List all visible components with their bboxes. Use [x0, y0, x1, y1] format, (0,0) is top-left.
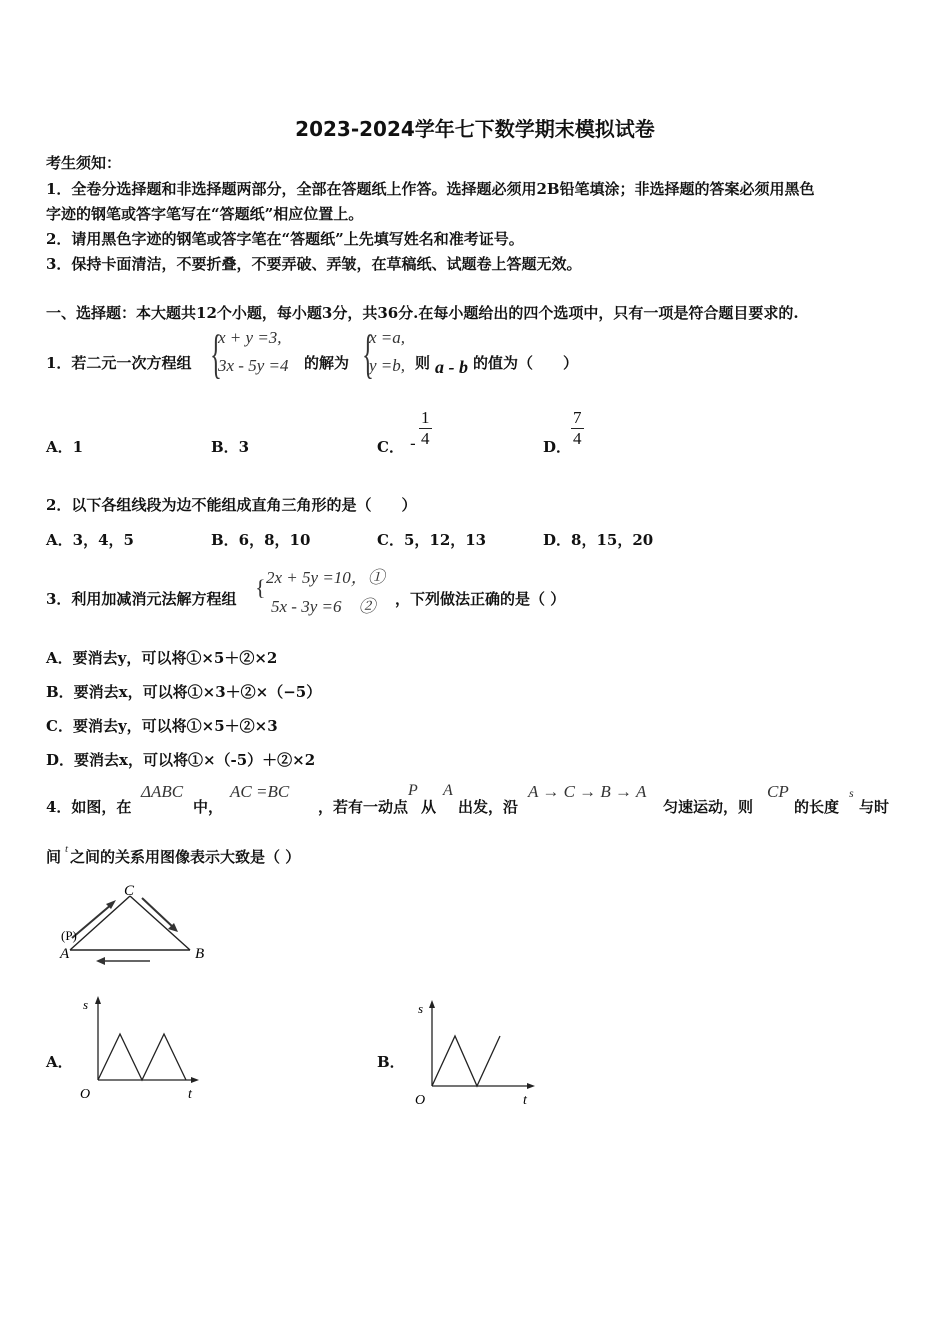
graph-b-y-arrow-icon	[429, 1000, 435, 1008]
q4-point-a: A	[443, 782, 453, 799]
triangle-side-cb	[130, 896, 190, 950]
graph-b-label-t: t	[523, 1093, 527, 1106]
q1-prefix: 1．若二元一次方程组	[46, 354, 192, 372]
q4-triangle-figure	[50, 878, 220, 968]
q2-option-a: A．3，4，5	[46, 531, 134, 549]
q3-prefix: 3．利用加减消元法解方程组	[46, 590, 237, 608]
q4-text-8: 与时	[859, 798, 890, 816]
q4-text-3: ，若有一动点	[318, 798, 409, 816]
q4-option-b-graph	[412, 994, 552, 1106]
q1-option-a: A．1	[46, 438, 84, 456]
q3-eq1: 2x + 5y =10，①	[266, 568, 385, 587]
q4-text-5: 出发，沿	[458, 798, 519, 816]
q3-option-b: B．要消去x，可以将①×3＋②×（−5）	[46, 683, 322, 701]
q4-text-9: 间	[46, 848, 62, 866]
q2-option-c: C．5，12，13	[377, 531, 487, 549]
arrow-b-to-a-icon	[96, 957, 150, 965]
q2-option-d: D．8，15，20	[543, 531, 654, 549]
q1-suffix: 的值为（ ）	[473, 354, 579, 372]
graph-b-x-arrow-icon	[527, 1083, 535, 1089]
q1-brace: {	[210, 324, 222, 384]
triangle-label-a: A	[60, 946, 70, 962]
q1-option-c-denominator: 4	[421, 429, 430, 448]
q1-option-d-denominator: 4	[573, 429, 582, 448]
triangle-label-c: C	[124, 883, 135, 899]
q4-text-4: 从	[421, 798, 437, 816]
q4-var-s: s	[849, 786, 854, 800]
q3-option-a: A．要消去y，可以将①×5＋②×2	[46, 649, 278, 667]
section-heading: 一、选择题：本大题共12个小题，每小题3分，共36分.在每小题给出的四个选项中，只有一项是符合题目要求的.	[46, 304, 799, 322]
triangle-label-b: B	[195, 946, 205, 962]
graph-b-label-o: O	[415, 1093, 426, 1106]
q1-option-c-sign: -	[410, 434, 416, 454]
q4-path: A → C → B → A	[528, 782, 647, 801]
notice-item-1-cont: 字迹的钢笔或答字笔写在“答题纸”相应位置上。	[46, 205, 364, 223]
arrow-a-to-c-icon	[72, 900, 116, 938]
graph-a-x-arrow-icon	[191, 1077, 199, 1083]
q4-option-a-graph	[76, 992, 216, 1104]
graph-a-y-arrow-icon	[95, 996, 101, 1004]
notice-item-1: 1．全卷分选择题和非选择题两部分，全部在答题纸上作答。选择题必须用2B铅笔填涂；非选择题的答案必须用黑色	[46, 180, 815, 198]
q4-segment-cp: CP	[767, 782, 789, 801]
q1-sol2: y =b,	[369, 356, 406, 375]
q3-suffix: ，下列做法正确的是（ ）	[395, 590, 566, 608]
q1-sol1: x =a,	[369, 328, 406, 347]
q4-var-t: t	[65, 843, 69, 855]
arrow-c-to-b-icon	[142, 898, 178, 932]
q1-option-b: B．3	[211, 438, 250, 456]
graph-b-label-s: s	[418, 1001, 424, 1016]
q4-point-p: P	[408, 782, 418, 799]
graph-a-curve	[98, 1034, 186, 1080]
graph-a-label-o: O	[80, 1087, 91, 1102]
page-title: 2023-2024学年七下数学期末模拟试卷	[295, 117, 655, 141]
q3-option-d: D．要消去x，可以将①×（-5）＋②×2	[46, 751, 316, 769]
q1-option-c-numerator: 1	[421, 408, 430, 427]
q1-eq1: x + y =3,	[218, 328, 282, 347]
notice-item-2: 2．请用黑色字迹的钢笔或答字笔在“答题纸”上先填写姓名和准考证号。	[46, 230, 524, 248]
q1-option-c-label: C．	[377, 438, 404, 456]
q4-option-a-label: A．	[46, 1053, 73, 1071]
q4-equal-sides: AC =BC	[230, 782, 290, 801]
notice-heading: 考生须知：	[46, 154, 122, 172]
graph-a-label-s: s	[83, 997, 89, 1012]
q1-eq2: 3x - 5y =4	[218, 356, 289, 375]
q1-sol-brace: {	[362, 324, 374, 384]
q4-text-2: 中，	[193, 798, 224, 816]
q4-triangle-name: ΔABC	[141, 782, 184, 801]
q1-option-c-fraction	[419, 408, 432, 449]
q4-option-b-label: B．	[377, 1053, 405, 1071]
q3-eq2: 5x - 3y =6 ②	[271, 597, 376, 616]
q2-option-b: B．6，8，10	[211, 531, 311, 549]
graph-b-curve	[432, 1036, 500, 1086]
q4-text-7: 的长度	[794, 798, 840, 816]
q1-option-d-numerator: 7	[573, 408, 582, 427]
q1-mid: 的解为	[304, 354, 350, 372]
triangle-label-p: (P)	[61, 928, 77, 943]
q3-brace: {	[255, 575, 266, 600]
triangle-side-ac	[70, 896, 130, 950]
q4-text-10: 之间的关系用图像表示大致是（ ）	[70, 848, 301, 866]
q1-option-d-label: D．	[543, 438, 572, 456]
q4-text-6: 匀速运动，则	[663, 798, 754, 816]
q3-option-c: C．要消去y，可以将①×5＋②×3	[46, 717, 278, 735]
q1-then: 则	[415, 354, 431, 372]
q1-option-d-fraction	[571, 408, 584, 449]
notice-item-3: 3．保持卡面清洁，不要折叠，不要弄破、弄皱，在草稿纸、试题卷上答题无效。	[46, 255, 582, 273]
q4-text-1: 4．如图，在	[46, 798, 132, 816]
q2-stem: 2．以下各组线段为边不能组成直角三角形的是（ ）	[46, 496, 417, 514]
graph-a-label-t: t	[188, 1087, 192, 1102]
q1-expr: a - b	[435, 357, 468, 377]
